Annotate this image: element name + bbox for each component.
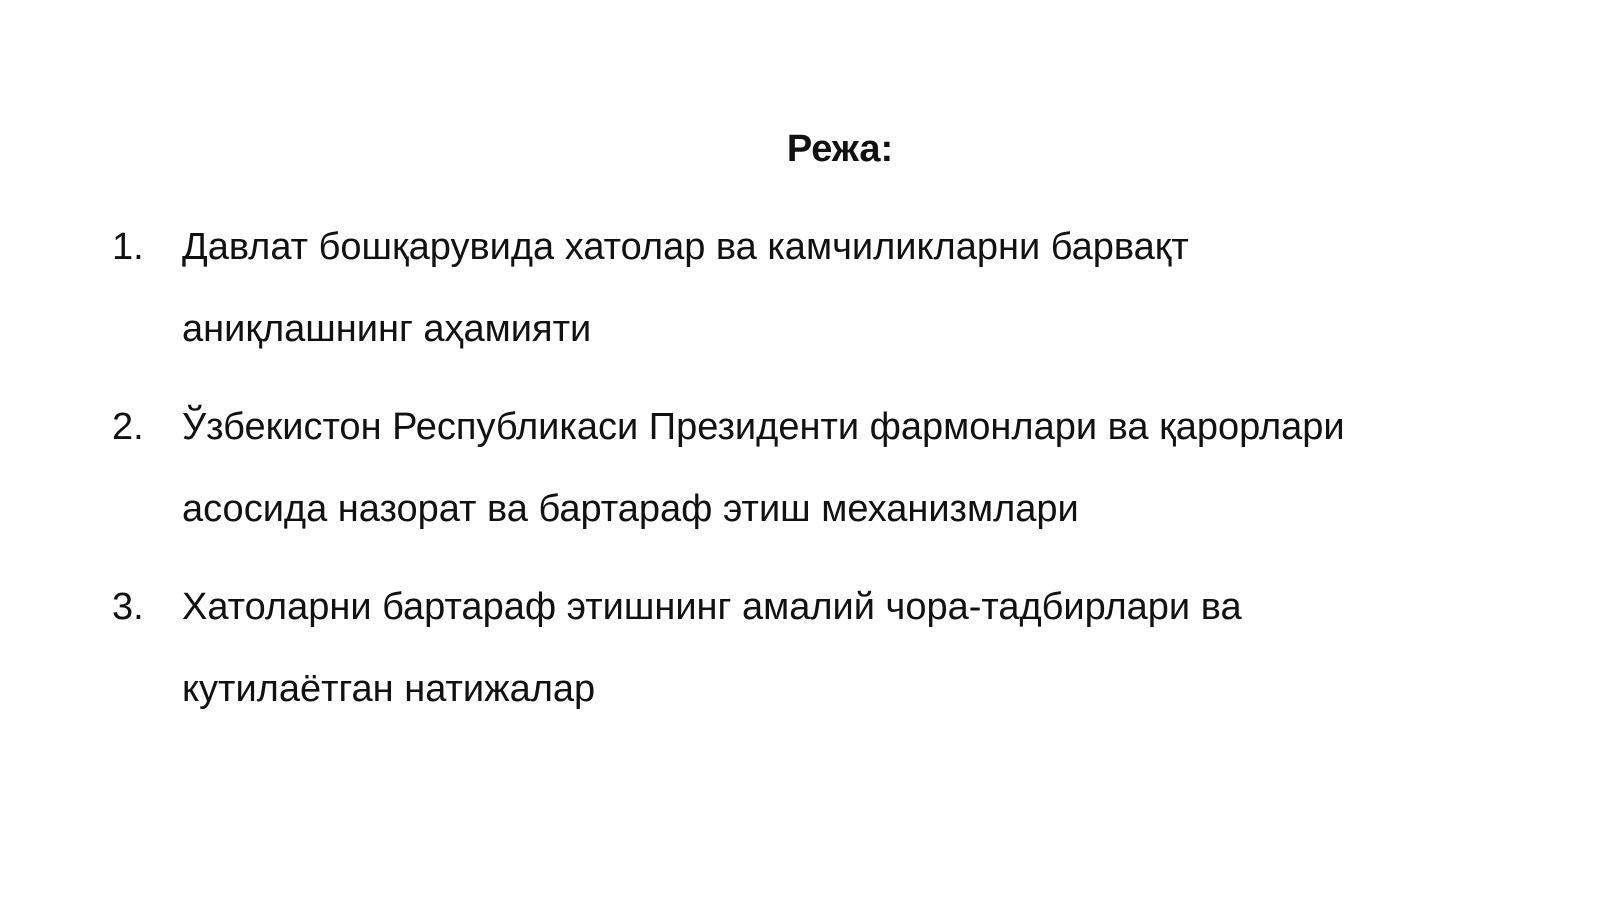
plan-list xyxy=(112,206,1512,746)
plan-item-2 xyxy=(112,386,1512,550)
slide-title: Режа: xyxy=(786,128,894,170)
plan-item-3 xyxy=(112,566,1512,730)
plan-item-number: 3. xyxy=(112,586,144,628)
plan-item-text-line: Ўзбекистон Республикаси Президенти фармонлари ва қарорлари xyxy=(182,406,1345,448)
plan-item-text-line: Хатоларни бартараф этишнинг амалий чора-тадбирлари ва xyxy=(182,586,1242,628)
plan-item-text-line: аниқлашнинг аҳамияти xyxy=(182,308,592,350)
plan-item-1 xyxy=(112,206,1512,370)
plan-item-text-line: Давлат бошқарувида хатолар ва камчиликларни барвақт xyxy=(182,226,1189,268)
plan-item-number: 1. xyxy=(112,226,144,268)
plan-item-text-line: асосида назорат ва бартараф этиш механизмлари xyxy=(182,488,1079,530)
plan-item-number: 2. xyxy=(112,406,144,448)
plan-item-text-line: кутилаётган натижалар xyxy=(182,668,596,710)
